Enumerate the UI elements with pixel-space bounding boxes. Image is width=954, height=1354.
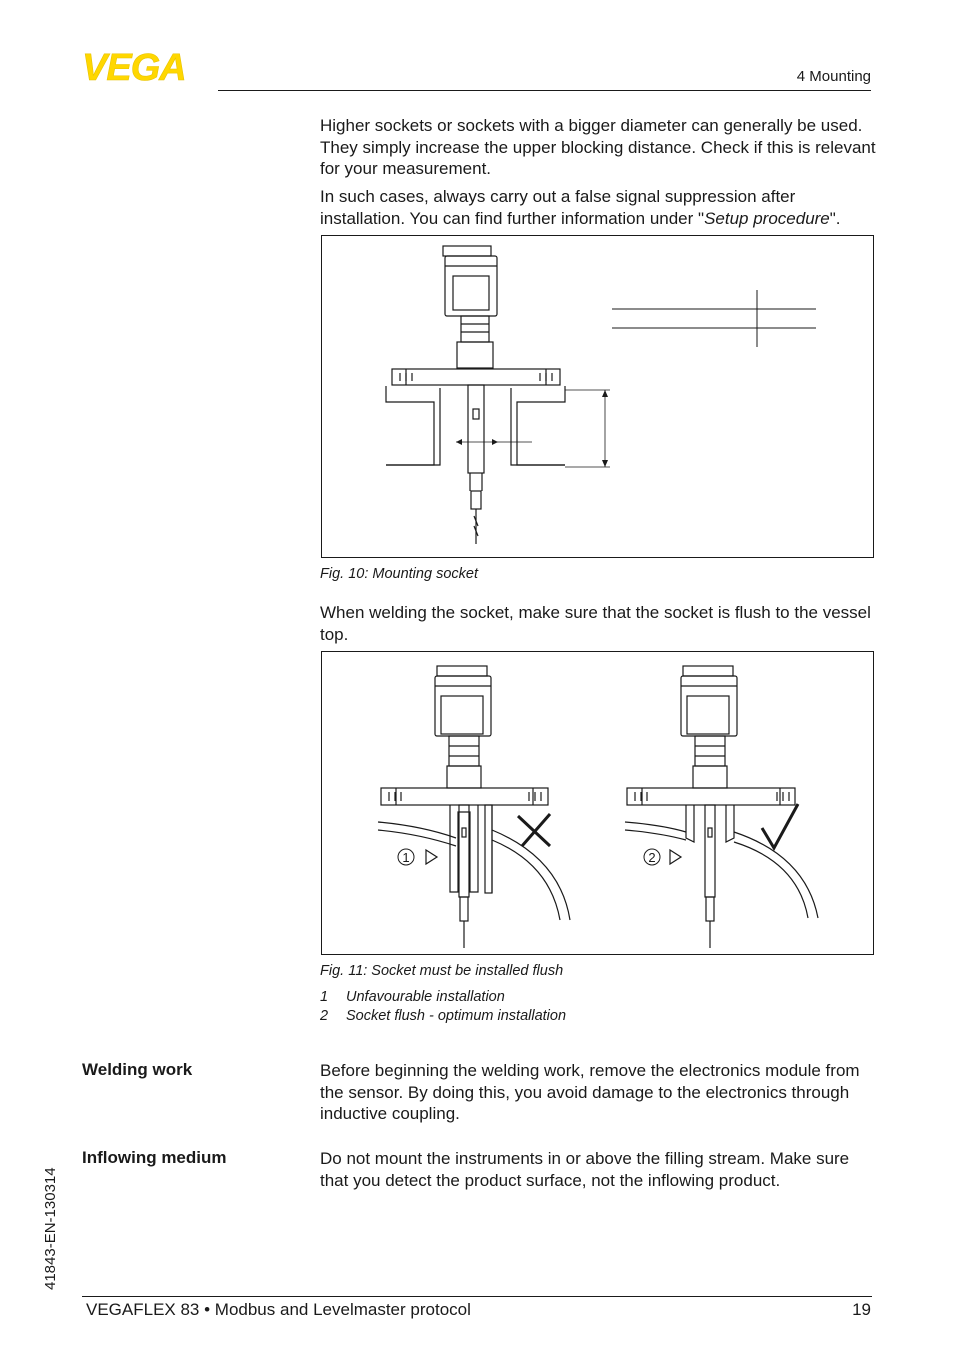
header-rule: [218, 90, 871, 91]
paragraph-welding-flush: When welding the socket, make sure that the socket is flush to the vessel top.: [320, 603, 871, 644]
figure-10-caption: Fig. 10: Mounting socket: [320, 566, 478, 582]
paragraph-sockets: Higher sockets or sockets with a bigger diameter can generally be used. They simply increase the upper blocking distance. Check if this is relevant for your measurement.: [320, 116, 876, 178]
heading-welding-work: Welding work: [82, 1060, 193, 1079]
marker-2: 2: [648, 850, 656, 865]
legend-item-2: 2 Socket flush - optimum installation: [320, 1008, 567, 1024]
section-title: 4 Mounting: [796, 68, 871, 85]
mounting-socket-diagram: [322, 236, 873, 557]
setup-procedure-ref: Setup procedure: [704, 208, 830, 228]
footer-product: VEGAFLEX 83 • Modbus and Levelmaster protocol: [86, 1300, 471, 1319]
page-number: 19: [852, 1300, 871, 1319]
svg-text:VEGA: VEGA: [82, 50, 186, 84]
document-id: 41843-EN-130314: [42, 1167, 59, 1290]
paragraph-false-signal: In such cases, always carry out a false signal suppression after installation. You can find further information under "Setup procedure".: [320, 187, 841, 228]
heading-inflowing-medium: Inflowing medium: [82, 1148, 227, 1167]
figure-11-caption: Fig. 11: Socket must be installed flush: [320, 963, 564, 979]
vega-logo: [82, 50, 212, 84]
marker-1: 1: [402, 850, 410, 865]
footer-rule: [82, 1296, 872, 1297]
paragraph-inflowing-medium: Do not mount the instruments in or above the filling stream. Make sure that you detect the product surface, not the inflowing product.: [320, 1149, 850, 1190]
socket-flush-diagram: [322, 652, 873, 954]
figure-mounting-socket: [321, 235, 874, 558]
paragraph-welding-work: Before beginning the welding work, remove the electronics module from the sensor. By doing this, you avoid damage to the electronics through inductive coupling.: [320, 1061, 860, 1123]
flush-installation-drawing: [625, 666, 818, 948]
unfavourable-installation-drawing: [378, 666, 570, 948]
legend-item-1: 1 Unfavourable installation: [320, 989, 505, 1005]
figure-socket-flush: [321, 651, 874, 955]
